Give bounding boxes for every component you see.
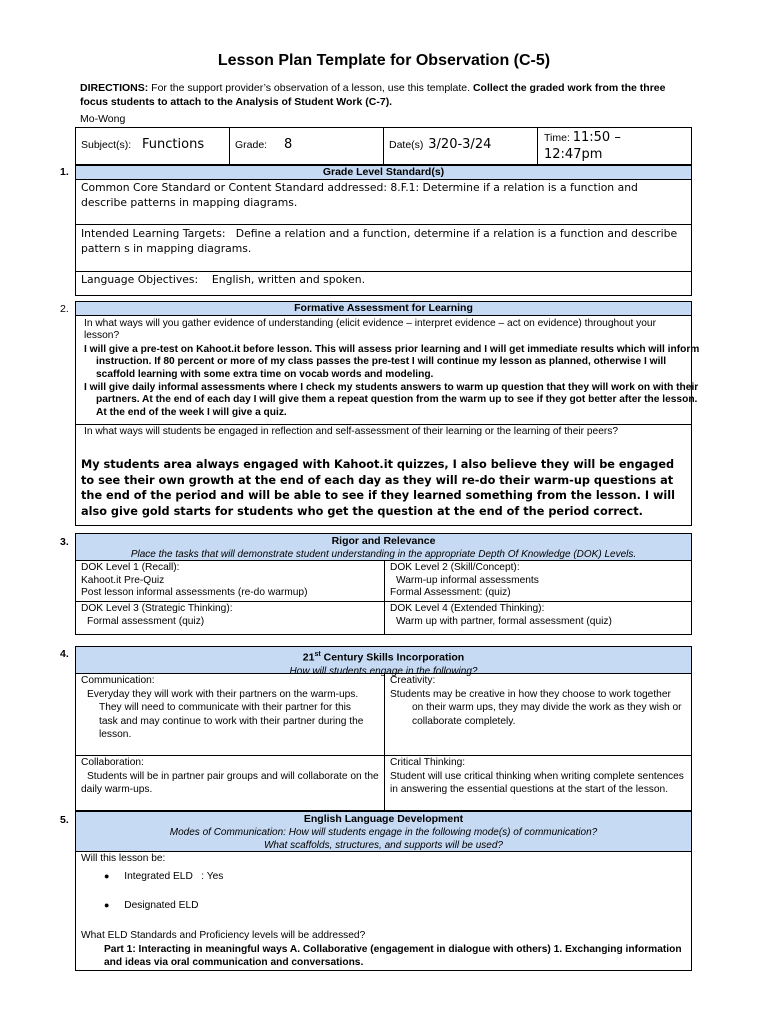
critical-thinking-label: Critical Thinking: [390,757,466,768]
dates-label: Date(s) [389,139,424,151]
collaboration-text: Students will be in partner pair groups and will collaborate on the daily warm-ups. [81,770,379,795]
language-objectives-text: English, written and spoken. [211,273,366,286]
eld-standards-question: What ELD Standards and Proficiency levels will be addressed? [81,930,366,941]
collaboration-cell [81,757,379,797]
dok-level-1-item-2: Post lesson informal assessments (re-do warmup) [81,587,308,598]
learning-targets-text: Define a relation and a function, determine if a relation is a function and describe pattern s in mapping diagrams. [81,227,678,255]
grade-value: 8 [283,137,293,152]
language-objectives-label: Language Objectives: [81,273,199,286]
directions-label: DIRECTIONS: [80,82,149,94]
dok-level-4 [390,603,688,628]
author-name: Mo-Wong [80,113,126,125]
section-3-subheading: Place the tasks that will demonstrate student understanding in the appropriate Depth Of Knowledge (DOK) Levels. [130,549,637,560]
bullet-icon: ● [104,871,110,881]
creativity-cell [390,675,688,728]
dok-level-2-item-2: Formal Assessment: (quiz) [390,587,511,598]
standard-text: Common Core Standard or Content Standard addressed: 8.F.1: Determine if a relation is a function and describe patterns in mapping diagrams. [81,181,638,209]
dok-level-2 [390,562,688,600]
dok-level-4-label: DOK Level 4 (Extended Thinking): [390,603,545,614]
bullet-icon: ● [104,900,110,910]
section-1-number: 1. [60,166,69,178]
section-4-number: 4. [60,648,69,660]
learning-targets [81,226,687,256]
time-label: Time: [544,132,570,144]
section-3-number: 3. [60,536,69,548]
section-2-heading: Formative Assessment for Learning [75,301,692,316]
subject-value: Functions [142,137,205,152]
collaboration-label: Collaboration: [81,757,144,768]
subject-label: Subject(s): [81,139,132,151]
time-value-2: 12:47pm [544,147,603,162]
directions-bold-text: Collect the graded work from the three focus students to attach to the Analysis of Student Work (C-7). [80,82,666,108]
communication-text: Everyday they will work with their partners on the warm-ups. They will need to communicate with their partner for this task and may continue to work with their partner during the lesson. [87,688,364,740]
page-title: Lesson Plan Template for Observation (C-5) [217,52,551,69]
dok-level-3-label: DOK Level 3 (Strategic Thinking): [81,603,233,614]
dok-level-3-item-1: Formal assessment (quiz) [87,615,205,627]
language-objectives [81,272,687,287]
dok-level-4-item-1: Warm up with partner, formal assessment (quiz) [396,615,612,627]
dok-level-1 [81,562,381,600]
section-5-number: 5. [60,814,69,826]
communication-label: Communication: [81,675,155,686]
section-2-number: 2. [60,303,69,315]
section-5-subheading-2: What scaffolds, structures, and supports will be used? [263,840,503,851]
formative-question-1: In what ways will you gather evidence of understanding (elicit evidence – interpret evidence – act on evidence) throughout your lesson? [84,318,656,342]
communication-cell [81,675,379,742]
critical-thinking-cell [390,757,688,797]
formative-answer-1b: I will give daily informal assessments where I check my students answers to warm up question that they will work on with their partners. At the end of each day I will give them a repeat question from the warm up to see if they got better after the lesson. At the end of the week I will give a quiz. [84,382,699,418]
lesson-type-label: Will this lesson be: [81,853,166,864]
dok-level-3 [81,603,381,628]
bullet-integrated-eld: ● Integrated ELD : Yes [104,871,224,882]
dok-level-2-label: DOK Level 2 (Skill/Concept): [390,562,520,573]
section-3-heading: Rigor and Relevance Place the tasks that will demonstrate student understanding in the appropriate Depth Of Knowledge (DOK) Levels. [75,533,692,561]
formative-question-2: In what ways will students be engaged in reflection and self-assessment of their learning or the learning of their peers? [84,426,619,437]
creativity-label: Creativity: [390,675,436,686]
dates-value: 3/20-3/24 [428,137,492,152]
time-value-1: 11:50 – [572,130,621,145]
section-4-heading: 21st Century Skills Incorporation How will students engage in the following? [75,646,692,674]
eld-part-1: Part 1: Interacting in meaningful ways A. Collaborative (engagement in dialogue with others) 1. Exchanging information and ideas via oral communication and conversations. [104,944,682,968]
formative-answer-1a: I will give a pre-test on Kahoot.it before lesson. This will assess prior learning and I will get immediate results which will inform instruction. If 80 percent or more of my class passes the pre-test I will continue my lesson as planned, otherwise I will scaffold learning with some extra time on vocab words and modeling. [84,344,700,380]
section-1-heading: Grade Level Standard(s) [75,165,692,180]
learning-targets-label: Intended Learning Targets: [81,227,226,240]
section-5-heading: English Language Development Modes of Communication: How will students engage in the following mode(s) of communication? What scaffolds, structures, and supports will be used? [75,811,692,852]
directions [80,82,692,109]
bullet-designated-eld: ● Designated ELD [104,900,199,911]
grade-label: Grade: [235,139,268,151]
section-5-subheading-1: Modes of Communication: How will students engage in the following mode(s) of communication? [169,827,598,838]
dok-level-2-item-1: Warm-up informal assessments [396,574,539,586]
creativity-text: Students may be creative in how they choose to work together on their warm ups, they may divide the work as they wish or collaborate completely. [390,688,682,727]
formative-answer-2: My students area always engaged with Kahoot.it quizzes, I also believe they will be engaged to see their own growth at the end of each day as they will re-do their warm-up questions at the end of the period and will be able to see if they learned something from the lesson. I will also give gold starts for students who get the question at the end of the period correct. [81,458,676,518]
critical-thinking-text: Student will use critical thinking when writing complete sentences in answering the essential questions at the start of the lesson. [390,770,684,795]
section-4-subheading: How will students engage in the following? [289,665,478,677]
dok-level-1-item-1: Kahoot.it Pre-Quiz [81,574,165,586]
dok-level-1-label: DOK Level 1 (Recall): [81,562,180,573]
directions-text: For the support provider’s observation of a lesson, use this template. [148,82,473,94]
